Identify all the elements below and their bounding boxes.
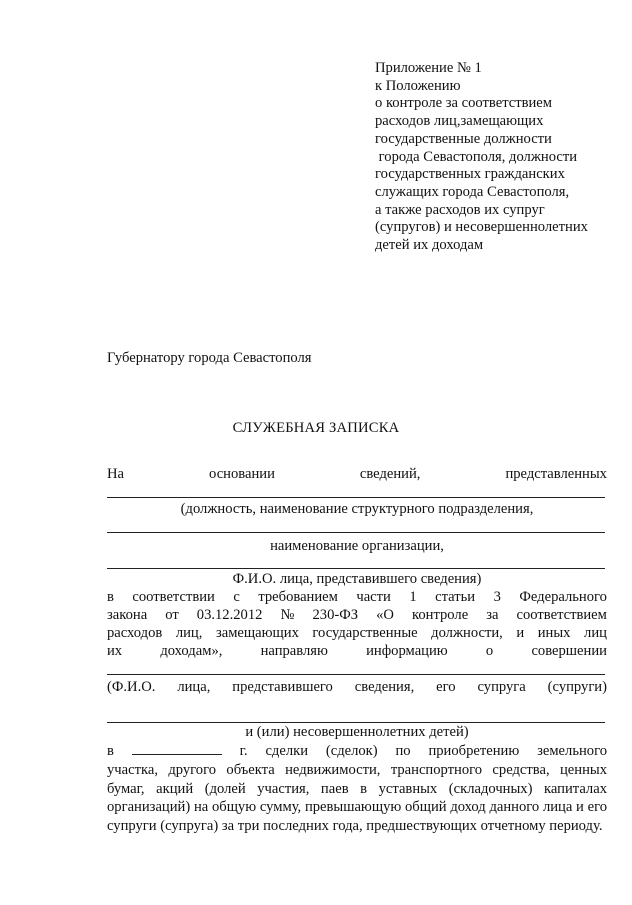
law-word: от bbox=[165, 607, 179, 623]
law-word: иных bbox=[537, 625, 571, 641]
law-word: закона bbox=[107, 607, 148, 623]
law-word: должности, bbox=[431, 625, 503, 641]
caption-spouse bbox=[107, 678, 607, 696]
law-line-1 bbox=[107, 588, 607, 606]
fill-line-fio bbox=[107, 568, 605, 569]
law-word: требованием bbox=[258, 589, 338, 605]
caption-organization: наименование организации, bbox=[270, 538, 444, 554]
law-word: за bbox=[486, 607, 499, 623]
law-word: совершении bbox=[531, 643, 607, 659]
spouse-caption-word: (Ф.И.О. bbox=[107, 679, 156, 695]
appendix-block: Приложение № 1 к Положению о контроле за соответствием расходов лиц,замещающих государственные должности города Севастополя, должности государственных гражданских служащих города Севастополя, а также расходов их супруг (супругов) и несовершеннолетних детей их доходам bbox=[375, 60, 588, 254]
law-word: контроле bbox=[412, 607, 469, 623]
fill-line-spouse bbox=[107, 674, 605, 675]
document-title: СЛУЖЕБНАЯ ЗАПИСКА bbox=[232, 420, 400, 436]
deal-line bbox=[107, 742, 607, 760]
deal-word: земельного bbox=[537, 743, 607, 759]
law-word: их bbox=[107, 643, 123, 659]
law-word: лиц bbox=[584, 625, 607, 641]
blank-year-field bbox=[132, 742, 222, 755]
law-word: в bbox=[107, 589, 114, 605]
intro-word: сведений, bbox=[359, 466, 421, 482]
law-line-4 bbox=[107, 642, 607, 660]
deal-word: в bbox=[107, 743, 114, 759]
law-word: информацию bbox=[366, 643, 448, 659]
law-word: направляю bbox=[260, 643, 328, 659]
law-word: № bbox=[280, 607, 295, 623]
caption-children: и (или) несовершеннолетних детей) bbox=[245, 724, 469, 740]
intro-word: представленных bbox=[505, 466, 607, 482]
law-word: лиц, bbox=[175, 625, 203, 641]
fill-line-organization bbox=[107, 532, 605, 533]
caption-position: (должность, наименование структурного подразделения, bbox=[180, 501, 534, 517]
law-word: части bbox=[356, 589, 391, 605]
deal-word: сделки bbox=[265, 743, 309, 759]
law-word: 1 bbox=[409, 589, 417, 605]
intro-word: На bbox=[107, 466, 125, 482]
law-word: 230-ФЗ bbox=[312, 607, 359, 623]
law-word: 3 bbox=[493, 589, 501, 605]
spouse-caption-word: сведения, bbox=[354, 679, 415, 695]
law-word: соответствием bbox=[516, 607, 607, 623]
law-line-2 bbox=[107, 606, 607, 624]
law-word: с bbox=[233, 589, 240, 605]
spouse-caption-word: его bbox=[436, 679, 456, 695]
law-word: «О bbox=[376, 607, 394, 623]
deal-word: г. bbox=[239, 743, 248, 759]
spouse-caption-word: лица, bbox=[177, 679, 211, 695]
law-word: о bbox=[485, 643, 494, 659]
spouse-caption-word: (супруги) bbox=[547, 679, 607, 695]
law-word: расходов bbox=[107, 625, 163, 641]
law-word: доходам», bbox=[160, 643, 223, 659]
law-line-3 bbox=[107, 624, 607, 642]
law-word: статьи bbox=[435, 589, 476, 605]
intro-line bbox=[107, 465, 607, 483]
intro-word: основании bbox=[209, 466, 275, 482]
law-word: государственные bbox=[312, 625, 418, 641]
fill-line-position bbox=[107, 497, 605, 498]
spouse-caption-word: представившего bbox=[232, 679, 333, 695]
caption-fio: Ф.И.О. лица, представившего сведения) bbox=[232, 571, 482, 587]
law-word: 03.12.2012 bbox=[196, 607, 263, 623]
deal-word: (сделок) bbox=[325, 743, 378, 759]
deal-word: по bbox=[395, 743, 411, 759]
law-word: замещающих bbox=[215, 625, 299, 641]
spouse-caption-word: супруга bbox=[477, 679, 526, 695]
addressee: Губернатору города Севастополя bbox=[107, 350, 312, 366]
law-word: Федерального bbox=[519, 589, 607, 605]
law-word: и bbox=[516, 625, 525, 641]
law-word: соответствии bbox=[132, 589, 215, 605]
deal-word: приобретению bbox=[428, 743, 520, 759]
final-paragraph: участка, другого объекта недвижимости, транспортного средства, ценных бумаг, акций (долей участия, паев в уставных (складочных) капиталах организаций) на общую сумму, превышающую общий доход данного лица и его супруги (супруга) за три последних года, предшествующих отчетному периоду. bbox=[107, 762, 607, 834]
